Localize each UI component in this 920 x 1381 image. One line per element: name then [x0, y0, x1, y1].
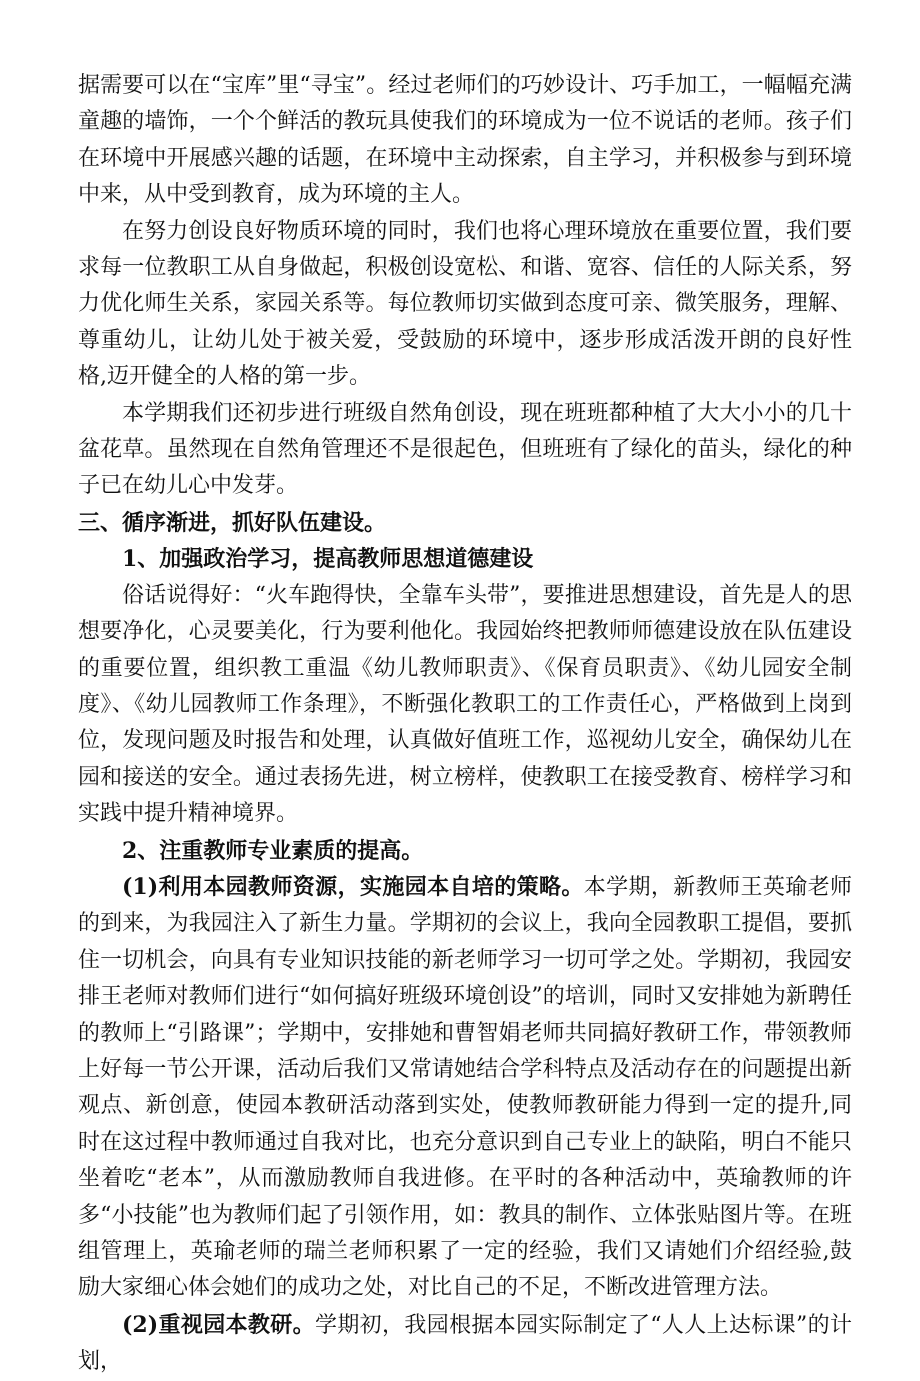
paragraph-body-1: 本学期，新教师王英瑜老师的到来，为我园注入了新生力量。学期初的会议上，我向全园教职工提倡，要抓住一切机会，向具有专业知识技能的新老师学习一切可学之处。学期初，我园安排王老师对教师们进行“如何搞好班级环境创设”的培训，同时又安排她为新聘任的教师上“引路课”；学期中，安排她和曹智娟老师共同搞好教研工作，带领教师上好每一节公开课，活动后我们又常请她结合学科特点及活动存在的问题提出新观点、新创意，使园本教研活动落到实处，使教师教研能力得到一定的提升,同时在这过程中教师通过自我对比，也充分意识到自己专业上的缺陷，明白不能只坐着吃“老本”，从而激励教师自我进修。在平时的各种活动中，英瑜教师的许多“小技能”也为教师们起了引领作用，如：教具的制作、立体张贴图片等。在班组管理上，英瑜老师的瑞兰老师积累了一定的经验，我们又请她们介绍经验,鼓励大家细心体会她们的成功之处，对比自己的不足，不断改进管理方法。	[78, 874, 852, 1301]
paragraph-psych-environment: 在努力创设良好物质环境的同时，我们也将心理环境放在重要位置，我们要求每一位教职工从自身做起，积极创设宽松、和谐、宽容、信任的人际关系，努力优化师生关系，家园关系等。每位教师切实做到态度可亲、微笑服务，理解、尊重幼儿，让幼儿处于被关爱，受鼓励的环境中，逐步形成活泼开朗的良好性格,迈开健全的人格的第一步。	[78, 218, 852, 390]
paragraph-research	[78, 1307, 852, 1381]
paragraph-environment: 据需要可以在“宝库”里“寻宝”。经过老师们的巧妙设计、巧手加工，一幅幅充满童趣的墙饰，一个个鲜活的教玩具使我们的环境成为一位不说话的老师。孩子们在环境中开展感兴趣的话题，在环境中主动探索，自主学习，并积极参与到环境中来，从中受到教育，成为环境的主人。	[78, 73, 852, 208]
paragraph-lead-1: (1)利用本园教师资源，实施园本自培的策略。	[122, 873, 584, 900]
subheading-2: 2、注重教师专业素质的提高。	[122, 837, 424, 864]
paragraph-political-study: 俗话说得好：“火车跑得快，全靠车头带”，要推进思想建设，首先是人的思想要净化，心灵要美化，行为要利他化。我园始终把教师师德建设放在队伍建设的重要位置，组织教工重温《幼儿教师职责》、《保育员职责》、《幼儿园安全制度》、《幼儿园教师工作条理》，不断强化教职工的工作责任心，严格做到上岗到位，发现问题及时报告和处理，认真做好值班工作，巡视幼儿安全，确保幼儿在园和接送的安全。通过表扬先进，树立榜样，使教职工在接受教育、榜样学习和实践中提升精神境界。	[78, 582, 852, 827]
document-page	[78, 68, 852, 1381]
paragraph-nature-corner: 本学期我们还初步进行班级自然角创设，现在班班都种植了大大小小的几十盆花草。虽然现在自然角管理还不是很起色，但班班有了绿化的苗头，绿化的种子已在幼儿心中发芽。	[78, 400, 852, 499]
paragraph-lead-2: (2)重视园本教研。	[122, 1311, 315, 1338]
paragraph-self-training	[78, 869, 852, 1307]
paragraph-body-2: 学期初，我园根据本园实际制定了“人人上达标课”的计划，	[78, 1312, 852, 1375]
subheading-1: 1、加强政治学习，提高教师思想道德建设	[122, 546, 534, 573]
section-heading-3: 三、循序渐进，抓好队伍建设。	[78, 509, 387, 536]
